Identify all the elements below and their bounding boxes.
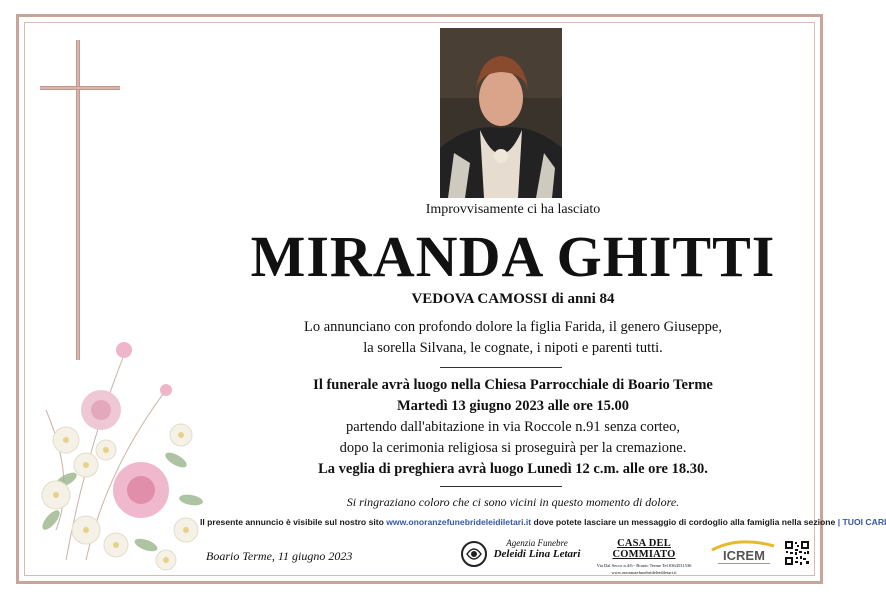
place-date: Boario Terme, 11 giugno 2023 — [206, 549, 353, 563]
vigil-line: La veglia di preghiera avrà luogo Lunedì 12 c.m. alle ore 18.30. — [318, 461, 708, 477]
cross-bar — [40, 86, 120, 90]
section-link[interactable]: | TUOI CARI — [837, 517, 886, 527]
agency-name: Agenzia Funebre Deleidi Lina Letari — [493, 538, 581, 560]
icrem-logo-icon — [708, 538, 780, 568]
funeral-date: Martedì 13 giugno 2023 alle ore 15.00 — [396, 398, 630, 414]
funeral-info — [228, 375, 798, 480]
announcement — [228, 317, 798, 359]
icrem-label: ICREM — [723, 548, 765, 563]
portrait-photo — [440, 28, 562, 198]
subtitle: VEDOVA CAMOSSI di anni 84 — [411, 291, 615, 307]
casa-del-commiato: CASA DEL COMMIATO Via Dal Secco n.4/6 - Boario Terme Tel.0364531536 www.onoranzefunebrideleidiletari.it — [596, 538, 692, 575]
announcement-line: Lo annunciano con profondo dolore la figlia Farida, il genero Giuseppe, — [304, 319, 722, 335]
funeral-line: dopo la cerimonia religiosa si proseguirà per la cremazione. — [339, 440, 687, 456]
funeral-line: partendo dall'abitazione in via Roccole n.91 senza corteo, — [346, 419, 680, 435]
deceased-name: MIRANDA GHITTI — [250, 224, 776, 289]
website-link[interactable]: www.onoranzefunebrideleidiletari.it — [386, 517, 532, 527]
qr-code-icon[interactable] — [784, 540, 810, 566]
thanks-text: Si ringraziano coloro che ci sono vicini in questo momento di dolore. — [346, 495, 680, 509]
divider — [440, 486, 562, 487]
intro-text: Improvvisamente ci ha lasciato — [425, 202, 601, 217]
funeral-line: Il funerale avrà luogo nella Chiesa Parrocchiale di Boario Terme — [313, 377, 713, 393]
flower-bouquet-image — [26, 330, 226, 580]
announcement-line: la sorella Silvana, le cognate, i nipoti e parenti tutti. — [363, 340, 663, 356]
divider — [440, 367, 562, 368]
agency-logo-icon — [460, 540, 488, 568]
website-notice: Il presente annuncio è visibile sul nostro sito www.onoranzefunebrideleidiletari.it dove potete lasciare un messaggio di cordoglio alla famiglia nella sezione | TUOI CARI — [200, 517, 886, 527]
